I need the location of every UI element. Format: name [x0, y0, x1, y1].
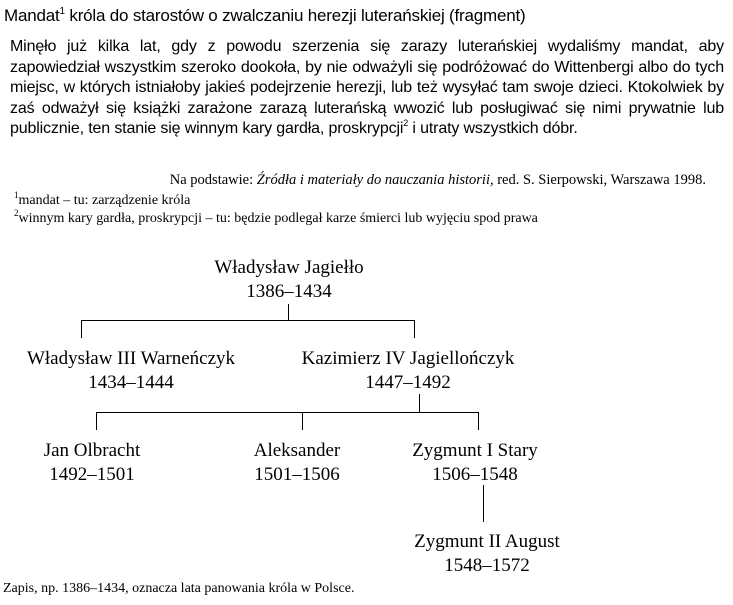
ruler-name: Władysław III Warneńczyk	[26, 348, 236, 369]
reign-years: 1447–1492	[365, 372, 451, 393]
document-title: Mandat$^1$ króla do starostów o zwalczaniu herezji luterańskiej (fragment)	[4, 6, 526, 25]
tree-node-wladyslaw-iii	[27, 347, 235, 395]
tree-connector	[96, 412, 479, 413]
source-text-paragraph: Minęło już kilka lat, gdy z powodu szerzenia się zarazy luterańskiej wydaliśmy mandat, aby zapowiedział wszystkim szeroko dookoła, by nie odważyli się podróżować do Wittenbergi albo do tych miejsc, w których istniałoby jakieś podejrzenie herezji, lub też wysyłać tam swoje dzieci. Ktokolwiek by zaś odważył się książki zarażone zarazą luterańską wwozić lub posługiwać się nimi prywatnie lub publicznie, ten stanie się winnym kary gardła, proskrypcji$^2$ i utraty wszystkich dóbr.	[10, 38, 724, 138]
reign-years: 1434–1444	[88, 372, 174, 393]
ruler-name: Władysław Jagiełło	[214, 257, 364, 278]
ruler-name: Zygmunt II August	[414, 531, 560, 552]
reign-years: 1501–1506	[254, 464, 340, 485]
ruler-name: Jan Olbracht	[43, 440, 141, 461]
tree-node-zygmunt-ii	[414, 530, 560, 578]
reign-years: 1386–1434	[246, 281, 332, 302]
ruler-name: Aleksander	[253, 440, 341, 461]
footnote-2: $^2$winnym kary gardła, proskrypcji – tu: będzie podlegał karze śmierci lub wyjęciu spod prawa	[14, 208, 538, 226]
tree-connector	[288, 304, 289, 320]
footnote-1: $^1$mandat – tu: zarządzenie króla	[14, 190, 191, 208]
footnote-mark: 1	[59, 6, 65, 17]
tree-connector	[419, 394, 420, 412]
tree-connector	[414, 320, 415, 338]
reign-years: 1492–1501	[49, 464, 135, 485]
ruler-name: Kazimierz IV Jagiellończyk	[301, 348, 515, 369]
reign-years: 1506–1548	[432, 464, 518, 485]
footnote-mark: 2	[403, 118, 409, 129]
tree-node-zygmunt-i	[412, 439, 538, 487]
tree-connector	[302, 412, 303, 430]
source-citation: Na podstawie: Źródła i materiały do nauczania historii, red. S. Sierpowski, Warszawa 1998.	[169, 172, 706, 188]
tree-connector	[483, 485, 484, 522]
source-book-title: Źródła i materiały do nauczania historii	[256, 172, 490, 188]
reign-years: 1548–1572	[444, 555, 530, 576]
tree-connector	[478, 412, 479, 430]
tree-note: Zapis, np. 1386–1434, oznacza lata panowania króla w Polsce.	[3, 581, 355, 596]
tree-connector	[81, 320, 415, 321]
tree-node-aleksander	[254, 439, 341, 487]
tree-node-kazimierz-iv	[302, 347, 515, 395]
tree-connector	[81, 320, 82, 338]
tree-connector	[96, 412, 97, 430]
tree-node-jan-olbracht	[44, 439, 141, 487]
ruler-name: Zygmunt I Stary	[412, 440, 538, 461]
tree-node-wladyslaw-jagiello	[214, 256, 363, 304]
